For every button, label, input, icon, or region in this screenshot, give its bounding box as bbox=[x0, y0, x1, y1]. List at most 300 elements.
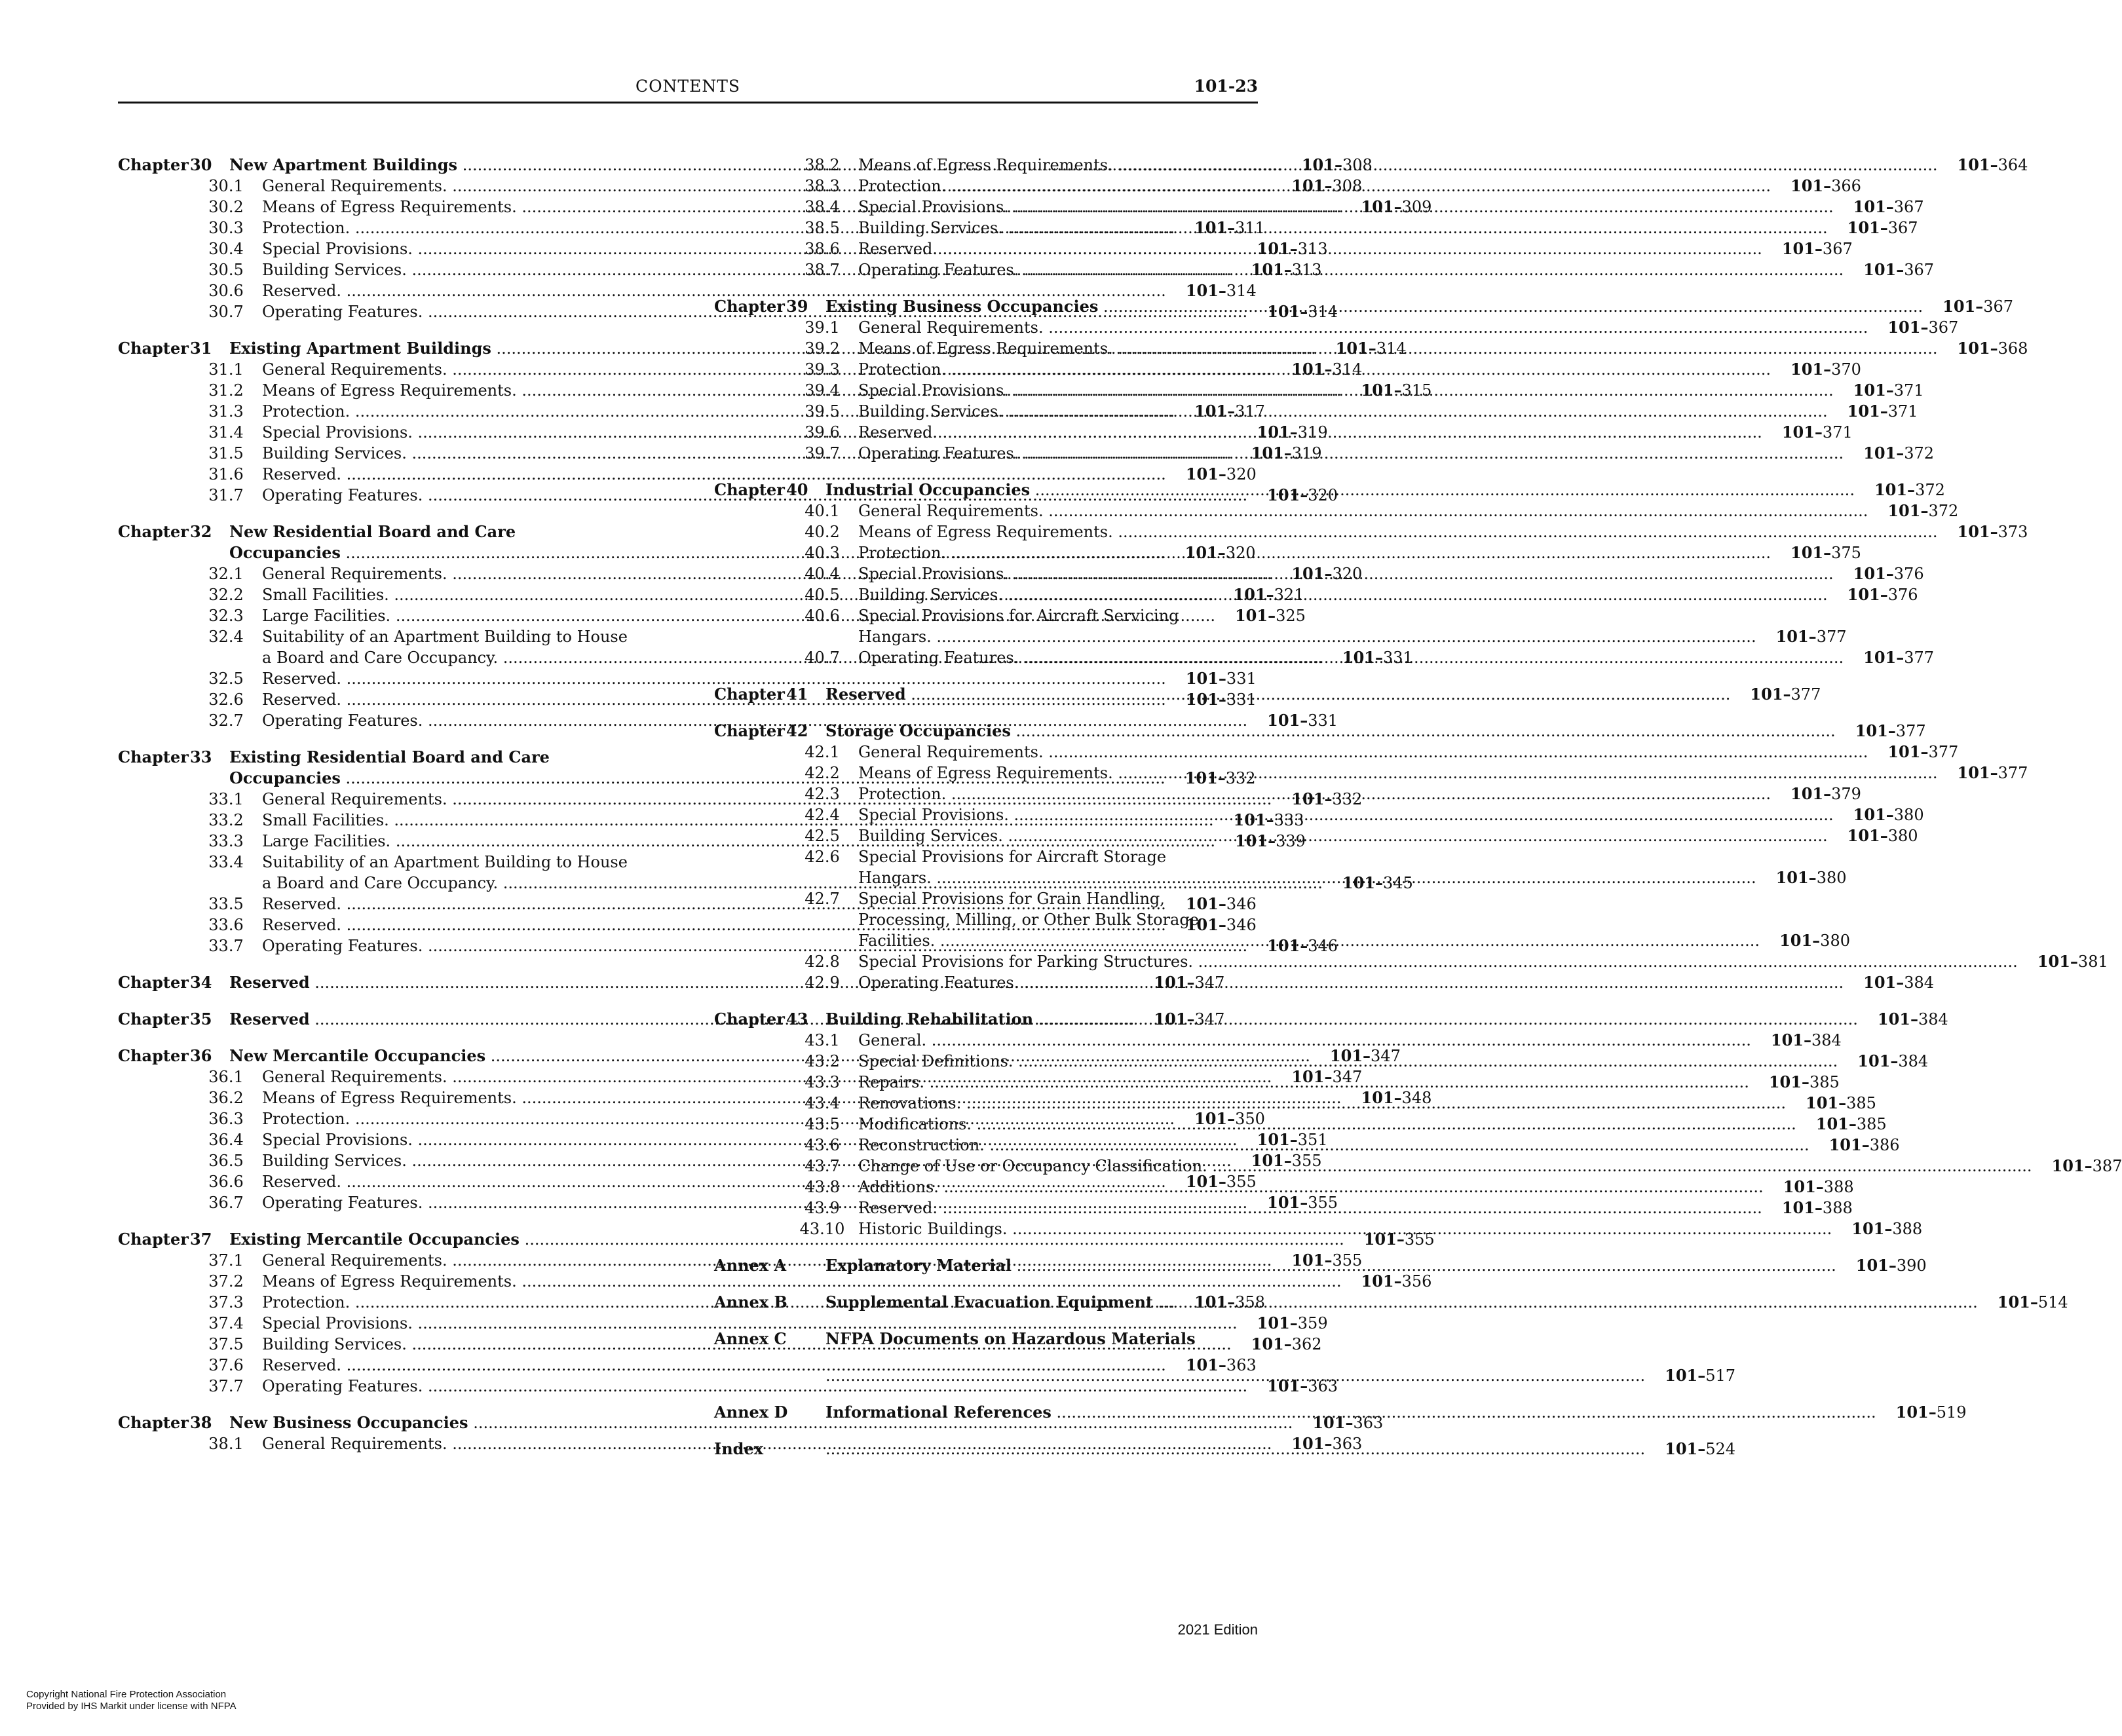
section-title: Special Provisions. ..... bbox=[262, 1129, 1238, 1150]
chapter-number: 41 bbox=[786, 685, 808, 704]
toc-section-row[interactable] bbox=[118, 852, 642, 873]
section-title-cont: a Board and Care Occupancy. ..... bbox=[262, 873, 1323, 894]
section-title: Special Definitions. ..... bbox=[858, 1051, 1838, 1072]
section-number: 33.2 bbox=[208, 811, 244, 829]
section-number: 40.4 bbox=[805, 565, 840, 583]
section-number: 42.6 bbox=[805, 848, 840, 866]
section-number: 40.6 bbox=[805, 607, 840, 625]
page-ref bbox=[2018, 951, 2108, 972]
page-number-ref: 314 bbox=[1308, 303, 1338, 321]
section-number: 38.5 bbox=[805, 219, 840, 237]
section-title: Building Services. ..... bbox=[262, 1334, 1232, 1355]
page-prefix: 101– bbox=[1154, 973, 1195, 992]
page-number-ref: 366 bbox=[1831, 177, 1861, 195]
page-prefix: 101– bbox=[1665, 1366, 1706, 1385]
section-title: Operating Features. ..... bbox=[262, 485, 1247, 506]
page-prefix: 101– bbox=[1267, 1193, 1308, 1212]
toc-section-row[interactable] bbox=[118, 1355, 1257, 1376]
page-ref bbox=[1868, 500, 1959, 521]
section-title: Suitability of an Apartment Building to House bbox=[262, 628, 628, 646]
section-number: 32.2 bbox=[208, 586, 244, 604]
toc-section-row[interactable] bbox=[714, 846, 1238, 867]
section-number: 43.3 bbox=[805, 1073, 840, 1091]
page-ref bbox=[1809, 1135, 1900, 1156]
toc-chapter-row[interactable] bbox=[714, 721, 1926, 742]
page-prefix: 101– bbox=[1895, 1403, 1937, 1422]
page-prefix: 101– bbox=[1234, 831, 1276, 850]
toc-section-row[interactable] bbox=[714, 972, 1935, 993]
chapter-number: 31 bbox=[190, 339, 212, 358]
page-ref bbox=[1762, 1198, 1853, 1218]
page-number-ref: 355 bbox=[1291, 1152, 1322, 1170]
page-prefix: 101– bbox=[1185, 894, 1226, 913]
page-number-ref: 351 bbox=[1297, 1131, 1328, 1149]
section-title: Special Provisions. ..... bbox=[262, 422, 1238, 443]
section-number: 30.7 bbox=[208, 303, 244, 321]
page-number-ref: 358 bbox=[1235, 1293, 1265, 1311]
page-number-ref: 379 bbox=[1831, 785, 1861, 803]
toc-section-row[interactable] bbox=[714, 1030, 1842, 1051]
chapter-label: Chapter bbox=[118, 522, 189, 541]
section-title: Building Services. ..... bbox=[858, 401, 1828, 422]
page-number-ref: 388 bbox=[1892, 1220, 1923, 1238]
page-number-ref: 347 bbox=[1194, 973, 1225, 992]
section-number: 39.7 bbox=[805, 444, 840, 462]
section-title: Means of Egress Requirements. ..... bbox=[262, 1271, 1342, 1292]
page-prefix: 101– bbox=[1750, 685, 1791, 704]
page-prefix: 101– bbox=[1267, 302, 1308, 321]
page-number-ref: 377 bbox=[1790, 685, 1821, 704]
page-prefix: 101– bbox=[1234, 606, 1276, 625]
annex-label: Index bbox=[714, 1439, 764, 1458]
page-ref bbox=[2032, 1156, 2122, 1177]
toc-section-row[interactable] bbox=[714, 500, 1959, 521]
page-prefix: 101– bbox=[1184, 768, 1226, 787]
toc-section-row[interactable] bbox=[714, 521, 2028, 542]
page-number-ref: 355 bbox=[1308, 1194, 1338, 1212]
section-number: 36.4 bbox=[208, 1131, 244, 1149]
toc-section-row[interactable] bbox=[118, 464, 1257, 485]
page-prefix: 101– bbox=[1194, 1109, 1236, 1128]
page-prefix: 101– bbox=[1301, 155, 1342, 174]
page-number-ref: 317 bbox=[1235, 402, 1265, 421]
copyright-line: Copyright National Fire Protection Association bbox=[26, 1689, 227, 1700]
page-ref bbox=[1938, 155, 2028, 176]
section-title: Protection. ..... bbox=[262, 217, 1175, 238]
section-title: Means of Egress Requirements. ..... bbox=[262, 197, 1342, 217]
section-title: Operating Features. ..... bbox=[858, 972, 1844, 993]
section-title: Means of Egress Requirements. ..... bbox=[858, 155, 1938, 176]
page-prefix: 101– bbox=[1185, 669, 1226, 688]
section-title: Change of Use or Occupancy Classification. ..... bbox=[858, 1156, 2032, 1177]
toc-section-row[interactable] bbox=[118, 626, 642, 647]
toc-chapter-row[interactable] bbox=[714, 1009, 1948, 1030]
section-number: 36.3 bbox=[208, 1110, 244, 1128]
page-number-ref: 308 bbox=[1332, 177, 1363, 195]
page-ref bbox=[1762, 422, 1853, 443]
page-number-ref: 371 bbox=[1887, 402, 1918, 421]
page-ref bbox=[1844, 647, 1935, 668]
page-number-ref: 313 bbox=[1291, 261, 1322, 279]
page-prefix: 101– bbox=[1194, 1293, 1236, 1311]
page-number-ref: 314 bbox=[1226, 282, 1257, 300]
page-prefix: 101– bbox=[1185, 690, 1226, 709]
section-number: 31.1 bbox=[208, 360, 244, 379]
section-title-cont: Hangars. ..... bbox=[858, 867, 1756, 888]
page-number-ref: 363 bbox=[1353, 1414, 1384, 1432]
section-number: 38.7 bbox=[805, 261, 840, 279]
page-number-ref: 514 bbox=[2037, 1293, 2068, 1311]
toc-section-row[interactable] bbox=[118, 1313, 1328, 1334]
section-title: Operating Features. ..... bbox=[858, 443, 1844, 464]
page-number-ref: 311 bbox=[1235, 219, 1265, 237]
page-prefix: 101– bbox=[1361, 197, 1402, 216]
annex-title-wrap bbox=[825, 1292, 1978, 1313]
chapter-number: 32 bbox=[190, 522, 212, 541]
section-title: Special Provisions for Grain Handling, bbox=[858, 890, 1165, 908]
page-number-ref: 380 bbox=[1887, 827, 1918, 845]
section-title: Modifications. ..... bbox=[858, 1114, 1796, 1135]
toc-section-row[interactable] bbox=[118, 1376, 1338, 1397]
page-number-ref: 384 bbox=[1904, 973, 1935, 992]
section-number: 42.3 bbox=[805, 785, 840, 803]
section-number: 32.4 bbox=[208, 628, 244, 646]
section-title: Special Provisions. ..... bbox=[262, 238, 1238, 259]
section-number: 38.2 bbox=[805, 156, 840, 174]
page-prefix: 101– bbox=[1887, 742, 1929, 761]
section-title: Repairs. ..... bbox=[858, 1072, 1749, 1093]
toc-section-row[interactable] bbox=[714, 888, 1238, 909]
page-prefix: 101– bbox=[1291, 789, 1333, 808]
page-prefix: 101– bbox=[1291, 176, 1333, 195]
page-prefix: 101– bbox=[1257, 239, 1298, 258]
page-prefix: 101– bbox=[1790, 176, 1832, 195]
page-number-ref: 356 bbox=[1401, 1272, 1432, 1291]
page-ref bbox=[1771, 359, 1861, 380]
page-prefix: 101– bbox=[1775, 868, 1817, 887]
page-prefix: 101– bbox=[1185, 915, 1226, 934]
page-ref bbox=[1844, 972, 1935, 993]
page-ref bbox=[1868, 742, 1959, 763]
section-title-cont: Hangars. ..... bbox=[858, 626, 1756, 647]
page-prefix: 101– bbox=[1853, 381, 1894, 400]
page-prefix: 101– bbox=[1997, 1293, 2038, 1311]
page-number-ref: 347 bbox=[1332, 1068, 1363, 1086]
page-ref bbox=[1771, 542, 1861, 563]
section-number: 38.6 bbox=[805, 240, 840, 258]
annex-label: Annex D bbox=[714, 1403, 788, 1422]
annex-label: Annex C bbox=[714, 1329, 787, 1348]
chapter-title: Reserved ..... bbox=[229, 1009, 1134, 1030]
page-prefix: 101– bbox=[1790, 784, 1832, 803]
page-prefix: 101– bbox=[1781, 239, 1823, 258]
section-title: Operating Features. ..... bbox=[858, 259, 1844, 280]
page-prefix: 101– bbox=[1251, 1334, 1292, 1353]
chapter-title: Storage Occupancies ..... bbox=[825, 721, 1836, 742]
section-number: 32.6 bbox=[208, 690, 244, 709]
section-number: 38.1 bbox=[208, 1435, 244, 1453]
section-title-cont: a Board and Care Occupancy. ..... bbox=[262, 647, 1323, 668]
page-number-ref: 377 bbox=[1904, 649, 1935, 667]
page-prefix: 101– bbox=[1781, 1198, 1823, 1217]
annex-title-wrap bbox=[825, 1255, 1836, 1276]
toc-annex-row[interactable] bbox=[714, 1329, 1238, 1349]
page-prefix: 101– bbox=[1863, 973, 1904, 992]
page-prefix: 101– bbox=[1185, 1172, 1226, 1191]
toc-section-row[interactable] bbox=[118, 280, 1257, 301]
page-prefix: 101– bbox=[1251, 1151, 1292, 1170]
page-prefix: 101– bbox=[1185, 1355, 1226, 1374]
section-number: 43.2 bbox=[805, 1052, 840, 1070]
page-number-ref: 385 bbox=[1846, 1094, 1876, 1112]
section-number: 39.1 bbox=[805, 318, 840, 337]
section-title: Means of Egress Requirements. ..... bbox=[262, 1087, 1342, 1108]
page-number-ref: 371 bbox=[1893, 381, 1924, 400]
page-prefix: 101– bbox=[1665, 1439, 1706, 1458]
page-prefix: 101– bbox=[1877, 1010, 1918, 1028]
section-number: 31.6 bbox=[208, 465, 244, 483]
page-number: 101-23 bbox=[1194, 77, 1258, 96]
section-title: Special Provisions. ..... bbox=[858, 804, 1834, 825]
page-ref bbox=[1938, 763, 2028, 783]
section-title: Suitability of an Apartment Building to House bbox=[262, 853, 628, 871]
page-ref bbox=[1756, 867, 1847, 888]
page-number-ref: 377 bbox=[1816, 628, 1847, 646]
page-number-ref: 377 bbox=[1928, 743, 1959, 761]
section-number: 43.7 bbox=[805, 1157, 840, 1175]
page-number-ref: 314 bbox=[1332, 360, 1363, 379]
page-number-ref: 362 bbox=[1291, 1335, 1322, 1353]
chapter-number: 33 bbox=[190, 747, 212, 766]
page-number-ref: 321 bbox=[1274, 586, 1304, 604]
page-number-ref: 314 bbox=[1376, 339, 1407, 358]
page-ref bbox=[1938, 338, 2028, 359]
page-ref bbox=[1771, 783, 1861, 804]
section-number: 31.4 bbox=[208, 423, 244, 442]
page-number-ref: 355 bbox=[1332, 1251, 1363, 1270]
page-number-ref: 315 bbox=[1401, 381, 1432, 400]
section-title: Means of Egress Requirements. ..... bbox=[858, 763, 1938, 783]
chapter-title-cont: Occupancies ..... bbox=[229, 542, 1165, 563]
section-number: 37.6 bbox=[208, 1356, 244, 1374]
section-title-cont: Facilities. ..... bbox=[858, 930, 1760, 951]
section-number: 31.5 bbox=[208, 444, 244, 462]
section-number: 37.4 bbox=[208, 1314, 244, 1332]
page-number-ref: 364 bbox=[1998, 156, 2028, 174]
page-number-ref: 348 bbox=[1401, 1089, 1432, 1107]
page-number-ref: 367 bbox=[1822, 240, 1853, 258]
section-number: 42.1 bbox=[805, 743, 840, 761]
page-number-ref: 346 bbox=[1308, 937, 1338, 955]
section-title: Building Services. ..... bbox=[262, 443, 1232, 464]
page-prefix: 101– bbox=[1342, 873, 1384, 892]
page-number-ref: 355 bbox=[1226, 1173, 1257, 1191]
page-prefix: 101– bbox=[1251, 260, 1292, 279]
section-title: Additions. ..... bbox=[858, 1177, 1764, 1198]
section-title: Reserved. ..... bbox=[858, 1198, 1762, 1218]
section-title: General Requirements. ..... bbox=[262, 1250, 1272, 1271]
page-number-ref: 380 bbox=[1820, 932, 1850, 950]
toc-section-row-cont bbox=[714, 909, 1238, 930]
page-prefix: 101– bbox=[1361, 1272, 1402, 1291]
section-title: Means of Egress Requirements. ..... bbox=[858, 338, 1938, 359]
section-number: 32.5 bbox=[208, 670, 244, 688]
toc-chapter-row[interactable] bbox=[118, 521, 642, 542]
page-number-ref: 388 bbox=[1823, 1178, 1854, 1196]
section-title: Operating Features. ..... bbox=[262, 935, 1247, 956]
section-title: Reserved. ..... bbox=[262, 915, 1166, 935]
section-title: General Requirements. ..... bbox=[858, 317, 1868, 338]
page-number-ref: 347 bbox=[1371, 1047, 1401, 1065]
section-title: Protection. ..... bbox=[858, 176, 1771, 197]
page-number-ref: 363 bbox=[1308, 1377, 1338, 1395]
chapter-label: Chapter bbox=[714, 721, 785, 740]
chapter-label: Chapter bbox=[118, 1046, 189, 1065]
page-ref bbox=[1762, 238, 1853, 259]
page-prefix: 101– bbox=[2051, 1156, 2093, 1175]
page-ref bbox=[1836, 721, 1926, 742]
section-number: 33.7 bbox=[208, 937, 244, 955]
section-number: 31.2 bbox=[208, 381, 244, 400]
section-number: 42.8 bbox=[805, 953, 840, 971]
page-number-ref: 319 bbox=[1291, 444, 1322, 462]
section-title: Small Facilities. ..... bbox=[262, 810, 1214, 831]
page-number-ref: 376 bbox=[1893, 565, 1924, 583]
page-number-ref: 524 bbox=[1705, 1440, 1736, 1458]
toc-section-row[interactable] bbox=[118, 668, 1257, 689]
section-title: Reconstruction. ..... bbox=[858, 1135, 1809, 1156]
toc-section-row[interactable] bbox=[118, 1271, 1432, 1292]
chapter-title: New Apartment Buildings ..... bbox=[229, 155, 1282, 176]
section-title: Building Services. ..... bbox=[858, 584, 1828, 605]
chapter-title: Building Rehabilitation ..... bbox=[825, 1009, 1858, 1030]
section-title: Protection. ..... bbox=[262, 1292, 1175, 1313]
section-title: Special Provisions. ..... bbox=[858, 380, 1834, 401]
page-number-ref: 386 bbox=[1869, 1136, 1900, 1154]
section-number: 39.6 bbox=[805, 423, 840, 442]
page-number-ref: 332 bbox=[1332, 790, 1363, 808]
section-number: 30.5 bbox=[208, 261, 244, 279]
annex-label: Annex A bbox=[714, 1256, 787, 1275]
toc-section-row[interactable] bbox=[714, 742, 1959, 763]
toc-section-row[interactable] bbox=[714, 951, 2108, 972]
toc-chapter-row[interactable] bbox=[118, 747, 642, 768]
page-ref bbox=[1796, 1114, 1887, 1135]
section-number: 37.7 bbox=[208, 1377, 244, 1395]
page-number-ref: 325 bbox=[1276, 607, 1306, 625]
page-prefix: 101– bbox=[1942, 297, 1984, 316]
page-number-ref: 372 bbox=[1928, 502, 1959, 520]
section-title: General Requirements. ..... bbox=[858, 500, 1868, 521]
section-number: 30.3 bbox=[208, 219, 244, 237]
page-prefix: 101– bbox=[1847, 585, 1888, 604]
section-title: Small Facilities. ..... bbox=[262, 584, 1214, 605]
page-number-ref: 380 bbox=[1893, 806, 1924, 824]
page-number-ref: 347 bbox=[1194, 1010, 1225, 1028]
page-ref bbox=[1645, 1439, 1736, 1460]
page-ref bbox=[1834, 380, 1924, 401]
section-number: 30.2 bbox=[208, 198, 244, 216]
annex-title-wrap bbox=[825, 1329, 1196, 1349]
page-ref bbox=[1771, 176, 1861, 197]
page-prefix: 101– bbox=[1847, 218, 1888, 237]
section-number: 40.5 bbox=[805, 586, 840, 604]
page-ref bbox=[1858, 1009, 1948, 1030]
section-title: Operating Features. ..... bbox=[262, 301, 1247, 322]
page-ref bbox=[1764, 1177, 1854, 1198]
section-number: 39.3 bbox=[805, 360, 840, 379]
section-number: 43.5 bbox=[805, 1115, 840, 1133]
chapter-label: Chapter bbox=[714, 480, 785, 499]
page-prefix: 101– bbox=[1233, 810, 1274, 829]
chapter-number: 39 bbox=[786, 297, 808, 316]
page-number-ref: 367 bbox=[1983, 297, 2014, 316]
section-number: 33.4 bbox=[208, 853, 244, 871]
page-number-ref: 376 bbox=[1887, 586, 1918, 604]
page-number-ref: 367 bbox=[1893, 198, 1924, 216]
page-prefix: 101– bbox=[1863, 443, 1904, 462]
page-number-ref: 345 bbox=[1383, 874, 1413, 892]
toc-section-row[interactable] bbox=[714, 605, 1238, 626]
section-title: Operating Features. ..... bbox=[262, 710, 1247, 731]
page-prefix: 101– bbox=[1291, 1251, 1333, 1270]
chapter-title: Existing Apartment Buildings ..... bbox=[229, 338, 1316, 359]
section-number: 42.2 bbox=[805, 764, 840, 782]
page-number-ref: 309 bbox=[1401, 198, 1432, 216]
page-number-ref: 385 bbox=[1809, 1073, 1840, 1091]
chapter-title: New Mercantile Occupancies ..... bbox=[229, 1046, 1310, 1066]
page-prefix: 101– bbox=[1775, 627, 1817, 646]
toc-section-row[interactable] bbox=[714, 1218, 1923, 1239]
page-ref bbox=[1786, 1093, 1876, 1114]
chapter-title: New Residential Board and Care bbox=[229, 522, 516, 541]
section-number: 43.9 bbox=[805, 1199, 840, 1217]
page-ref bbox=[1876, 1402, 1967, 1423]
section-number: 32.3 bbox=[208, 607, 244, 625]
page-number-ref: 346 bbox=[1226, 916, 1257, 934]
chapter-number: 34 bbox=[190, 973, 212, 992]
page-ref bbox=[1828, 584, 1918, 605]
section-title: Historic Buildings. ..... bbox=[858, 1218, 1832, 1239]
section-number: 32.7 bbox=[208, 711, 244, 730]
page-prefix: 101– bbox=[1779, 931, 1821, 950]
page-prefix: 101– bbox=[1257, 423, 1298, 442]
section-title: Special Provisions for Aircraft Storage bbox=[858, 848, 1167, 866]
section-number: 32.1 bbox=[208, 565, 244, 583]
chapter-number: 37 bbox=[190, 1230, 212, 1249]
section-title: Reserved. ..... bbox=[858, 422, 1762, 443]
page-number-ref: 381 bbox=[2077, 953, 2108, 971]
section-title: Reserved. ..... bbox=[262, 1171, 1166, 1192]
section-number: 37.2 bbox=[208, 1272, 244, 1291]
chapter-label: Chapter bbox=[118, 339, 189, 358]
page-number-ref: 320 bbox=[1225, 544, 1256, 562]
edition-label: 2021 Edition bbox=[1177, 1621, 1258, 1638]
toc-section-row[interactable] bbox=[714, 317, 1959, 338]
chapter-label: Chapter bbox=[714, 1010, 785, 1028]
page-ref bbox=[1978, 1292, 2068, 1313]
page-ref bbox=[1828, 217, 1918, 238]
section-title: Large Facilities. ..... bbox=[262, 605, 1215, 626]
chapter-label: Chapter bbox=[118, 973, 189, 992]
page-ref bbox=[1844, 443, 1935, 464]
chapter-label: Chapter bbox=[714, 685, 785, 704]
section-number: 42.4 bbox=[805, 806, 840, 824]
copyright-notice bbox=[26, 1689, 237, 1712]
annex-title: NFPA Documents on Hazardous Materials bbox=[825, 1329, 1196, 1348]
page-number-ref: 384 bbox=[1811, 1031, 1842, 1049]
page-number-ref: 359 bbox=[1297, 1314, 1328, 1332]
